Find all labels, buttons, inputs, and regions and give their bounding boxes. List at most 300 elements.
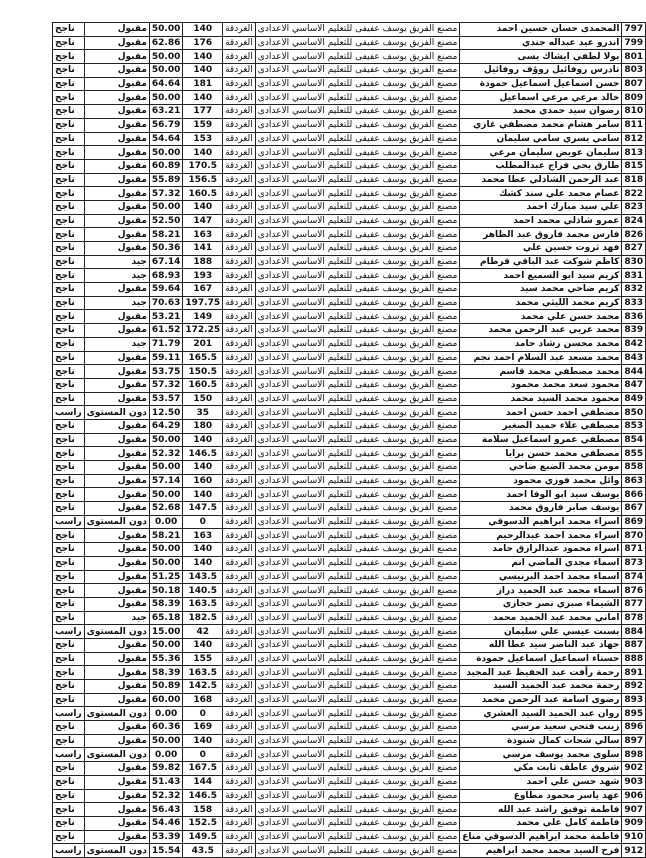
city-cell: الغردقة — [223, 666, 256, 680]
school-cell: مصنع الفريق يوسف عفيفى للتعليم الاساسي الاعدادى — [255, 406, 459, 420]
result-cell: ناجح — [53, 447, 85, 461]
total-mark-cell: 176 — [183, 36, 223, 50]
city-cell: الغردقة — [223, 597, 256, 611]
grade-cell: دون المستوى — [84, 748, 149, 762]
result-cell: ناجح — [53, 214, 85, 228]
city-cell: الغردقة — [223, 502, 256, 516]
city-cell: الغردقة — [223, 844, 256, 858]
table-row — [53, 543, 646, 557]
grade-cell: مقبول — [84, 597, 149, 611]
city-cell: الغردقة — [223, 214, 256, 228]
city-cell: الغردقة — [223, 283, 256, 297]
student-name-cell: فاطمة محمد ابراهيم الدسوقي مناع — [460, 830, 622, 844]
city-cell: الغردقة — [223, 570, 256, 584]
percentage-cell: 67.14 — [149, 255, 182, 269]
grade-cell: مقبول — [84, 378, 149, 392]
result-cell: ناجح — [53, 23, 85, 37]
student-name-cell: سامي يسري سامي سليمان — [460, 132, 622, 146]
grade-cell: مقبول — [84, 666, 149, 680]
city-cell: الغردقة — [223, 269, 256, 283]
school-cell: مصنع الفريق يوسف عفيفى للتعليم الاساسي الاعدادى — [255, 474, 459, 488]
table-row — [53, 378, 646, 392]
seat-number-cell: 873 — [622, 556, 646, 570]
percentage-cell: 50.00 — [149, 488, 182, 502]
city-cell: الغردقة — [223, 652, 256, 666]
school-cell: مصنع الفريق يوسف عفيفى للتعليم الاساسي الاعدادى — [255, 324, 459, 338]
school-cell: مصنع الفريق يوسف عفيفى للتعليم الاساسي الاعدادى — [255, 50, 459, 64]
table-row — [53, 447, 646, 461]
grade-cell: مقبول — [84, 365, 149, 379]
total-mark-cell: 167.5 — [183, 762, 223, 776]
table-row — [53, 680, 646, 694]
table-row — [53, 762, 646, 776]
student-name-cell: مصطفي محمد حسن برايا — [460, 447, 622, 461]
table-row — [53, 132, 646, 146]
student-name-cell: محمود محمد السيد محمد — [460, 392, 622, 406]
result-cell: ناجح — [53, 816, 85, 830]
result-cell: ناجح — [53, 433, 85, 447]
school-cell: مصنع الفريق يوسف عفيفى للتعليم الاساسي الاعدادى — [255, 816, 459, 830]
total-mark-cell: 163 — [183, 228, 223, 242]
result-cell: ناجح — [53, 488, 85, 502]
total-mark-cell: 168 — [183, 693, 223, 707]
student-name-cell: روان عبد الحميد السيد العشري — [460, 707, 622, 721]
percentage-cell: 0.00 — [149, 515, 182, 529]
city-cell: الغردقة — [223, 132, 256, 146]
total-mark-cell: 188 — [183, 255, 223, 269]
city-cell: الغردقة — [223, 680, 256, 694]
grade-cell: مقبول — [84, 214, 149, 228]
seat-number-cell: 801 — [622, 50, 646, 64]
student-name-cell: عهد ياسر محمود مطاوع — [460, 789, 622, 803]
percentage-cell: 60.36 — [149, 721, 182, 735]
student-name-cell: حسن اسماعيل اسماعيل حمودة — [460, 77, 622, 91]
percentage-cell: 12.50 — [149, 406, 182, 420]
percentage-cell: 58.21 — [149, 529, 182, 543]
city-cell: الغردقة — [223, 488, 256, 502]
seat-number-cell: 827 — [622, 242, 646, 256]
city-cell: الغردقة — [223, 50, 256, 64]
seat-number-cell: 863 — [622, 474, 646, 488]
result-cell: ناجح — [53, 269, 85, 283]
seat-number-cell: 878 — [622, 611, 646, 625]
result-cell: ناجح — [53, 132, 85, 146]
grade-cell: دون المستوى — [84, 515, 149, 529]
grade-cell: دون المستوى — [84, 406, 149, 420]
student-name-cell: عصام محمد علي سند كشك — [460, 187, 622, 201]
table-row — [53, 652, 646, 666]
student-name-cell: فرح السيد محمد محمد ابراهيم — [460, 844, 622, 858]
total-mark-cell: 149.5 — [183, 830, 223, 844]
seat-number-cell: 797 — [622, 23, 646, 37]
grade-cell: مقبول — [84, 64, 149, 78]
percentage-cell: 68.93 — [149, 269, 182, 283]
table-row — [53, 200, 646, 214]
city-cell: الغردقة — [223, 625, 256, 639]
result-cell: ناجح — [53, 337, 85, 351]
school-cell: مصنع الفريق يوسف عفيفى للتعليم الاساسي الاعدادى — [255, 707, 459, 721]
percentage-cell: 53.21 — [149, 310, 182, 324]
percentage-cell: 52.50 — [149, 214, 182, 228]
total-mark-cell: 181 — [183, 77, 223, 91]
result-cell: ناجح — [53, 680, 85, 694]
school-cell: مصنع الفريق يوسف عفيفى للتعليم الاساسي الاعدادى — [255, 721, 459, 735]
grade-cell: مقبول — [84, 762, 149, 776]
result-cell: ناجح — [53, 652, 85, 666]
city-cell: الغردقة — [223, 419, 256, 433]
percentage-cell: 53.75 — [149, 365, 182, 379]
table-row — [53, 474, 646, 488]
school-cell: مصنع الفريق يوسف عفيفى للتعليم الاساسي الاعدادى — [255, 64, 459, 78]
total-mark-cell: 201 — [183, 337, 223, 351]
result-cell: ناجح — [53, 200, 85, 214]
school-cell: مصنع الفريق يوسف عفيفى للتعليم الاساسي الاعدادى — [255, 296, 459, 310]
seat-number-cell: 866 — [622, 488, 646, 502]
total-mark-cell: 146.5 — [183, 789, 223, 803]
student-name-cell: عمرو شاذلي محمد احمد — [460, 214, 622, 228]
grade-cell: مقبول — [84, 680, 149, 694]
seat-number-cell: 831 — [622, 269, 646, 283]
city-cell: الغردقة — [223, 474, 256, 488]
student-name-cell: عبد الرحمن الشاذلي عطا محمد — [460, 173, 622, 187]
result-cell: ناجح — [53, 638, 85, 652]
result-cell: ناجح — [53, 803, 85, 817]
city-cell: الغردقة — [223, 228, 256, 242]
percentage-cell: 63.21 — [149, 105, 182, 119]
school-cell: مصنع الفريق يوسف عفيفى للتعليم الاساسي الاعدادى — [255, 625, 459, 639]
result-cell: ناجح — [53, 762, 85, 776]
seat-number-cell: 826 — [622, 228, 646, 242]
grade-cell: مقبول — [84, 584, 149, 598]
table-row — [53, 748, 646, 762]
city-cell: الغردقة — [223, 734, 256, 748]
student-name-cell: مصطفي عمرو اسماعيل سلامة — [460, 433, 622, 447]
school-cell: مصنع الفريق يوسف عفيفى للتعليم الاساسي الاعدادى — [255, 159, 459, 173]
seat-number-cell: 903 — [622, 775, 646, 789]
grade-cell: مقبول — [84, 556, 149, 570]
seat-number-cell: 807 — [622, 77, 646, 91]
total-mark-cell: 160.5 — [183, 187, 223, 201]
grade-cell: مقبول — [84, 118, 149, 132]
total-mark-cell: 147.5 — [183, 502, 223, 516]
table-row — [53, 666, 646, 680]
table-row — [53, 351, 646, 365]
city-cell: الغردقة — [223, 803, 256, 817]
student-name-cell: اسماء مجدي الماضي انم — [460, 556, 622, 570]
school-cell: مصنع الفريق يوسف عفيفى للتعليم الاساسي الاعدادى — [255, 242, 459, 256]
grade-cell: مقبول — [84, 570, 149, 584]
city-cell: الغردقة — [223, 296, 256, 310]
student-name-cell: رضوان سيد حمدي محمد — [460, 105, 622, 119]
result-cell: ناجح — [53, 419, 85, 433]
result-cell: ناجح — [53, 597, 85, 611]
student-name-cell: سامر هشام محمد مصطفي غازي — [460, 118, 622, 132]
total-mark-cell: 146.5 — [183, 447, 223, 461]
total-mark-cell: 144 — [183, 775, 223, 789]
total-mark-cell: 156.5 — [183, 173, 223, 187]
city-cell: الغردقة — [223, 36, 256, 50]
school-cell: مصنع الفريق يوسف عفيفى للتعليم الاساسي الاعدادى — [255, 419, 459, 433]
seat-number-cell: 871 — [622, 543, 646, 557]
seat-number-cell: 810 — [622, 105, 646, 119]
percentage-cell: 50.00 — [149, 556, 182, 570]
grade-cell: مقبول — [84, 789, 149, 803]
grade-cell: مقبول — [84, 36, 149, 50]
table-row — [53, 187, 646, 201]
city-cell: الغردقة — [223, 200, 256, 214]
student-name-cell: اسراء محمد ابراهيم الدسوقي — [460, 515, 622, 529]
student-name-cell: فهد ثروت حسين علي — [460, 242, 622, 256]
city-cell: الغردقة — [223, 242, 256, 256]
percentage-cell: 60.00 — [149, 693, 182, 707]
grade-cell: مقبول — [84, 775, 149, 789]
total-mark-cell: 0 — [183, 707, 223, 721]
total-mark-cell: 180 — [183, 419, 223, 433]
percentage-cell: 50.18 — [149, 584, 182, 598]
table-row — [53, 570, 646, 584]
seat-number-cell: 858 — [622, 461, 646, 475]
percentage-cell: 54.64 — [149, 132, 182, 146]
total-mark-cell: 0 — [183, 748, 223, 762]
seat-number-cell: 897 — [622, 734, 646, 748]
student-name-cell: فاطمة توفيق راشد عبد الله — [460, 803, 622, 817]
percentage-cell: 64.64 — [149, 77, 182, 91]
grade-cell: مقبول — [84, 816, 149, 830]
school-cell: مصنع الفريق يوسف عفيفى للتعليم الاساسي الاعدادى — [255, 283, 459, 297]
result-cell: ناجح — [53, 556, 85, 570]
city-cell: الغردقة — [223, 461, 256, 475]
seat-number-cell: 822 — [622, 187, 646, 201]
city-cell: الغردقة — [223, 529, 256, 543]
student-name-cell: وائل محمد فوزي محمود — [460, 474, 622, 488]
seat-number-cell: 893 — [622, 693, 646, 707]
city-cell: الغردقة — [223, 23, 256, 37]
result-cell: ناجح — [53, 365, 85, 379]
total-mark-cell: 160.5 — [183, 378, 223, 392]
city-cell: الغردقة — [223, 324, 256, 338]
total-mark-cell: 149 — [183, 310, 223, 324]
student-name-cell: سالي شحات كمال شنودة — [460, 734, 622, 748]
school-cell: مصنع الفريق يوسف عفيفى للتعليم الاساسي الاعدادى — [255, 187, 459, 201]
result-cell: ناجح — [53, 283, 85, 297]
city-cell: الغردقة — [223, 748, 256, 762]
total-mark-cell: 152.5 — [183, 816, 223, 830]
total-mark-cell: 140 — [183, 734, 223, 748]
total-mark-cell: 150.5 — [183, 365, 223, 379]
percentage-cell: 50.89 — [149, 680, 182, 694]
school-cell: مصنع الفريق يوسف عفيفى للتعليم الاساسي الاعدادى — [255, 515, 459, 529]
school-cell: مصنع الفريق يوسف عفيفى للتعليم الاساسي الاعدادى — [255, 748, 459, 762]
result-cell: ناجح — [53, 474, 85, 488]
school-cell: مصنع الفريق يوسف عفيفى للتعليم الاساسي الاعدادى — [255, 775, 459, 789]
percentage-cell: 58.39 — [149, 597, 182, 611]
student-name-cell: كاظم شوكت عبد الباقي قرطام — [460, 255, 622, 269]
total-mark-cell: 0 — [183, 515, 223, 529]
city-cell: الغردقة — [223, 693, 256, 707]
result-cell: ناجح — [53, 105, 85, 119]
table-row — [53, 584, 646, 598]
grade-cell: مقبول — [84, 159, 149, 173]
grade-cell: مقبول — [84, 447, 149, 461]
table-row — [53, 419, 646, 433]
school-cell: مصنع الفريق يوسف عفيفى للتعليم الاساسي الاعدادى — [255, 146, 459, 160]
grade-cell: مقبول — [84, 200, 149, 214]
table-row — [53, 324, 646, 338]
school-cell: مصنع الفريق يوسف عفيفى للتعليم الاساسي الاعدادى — [255, 666, 459, 680]
seat-number-cell: 823 — [622, 200, 646, 214]
grade-cell: دون المستوى — [84, 844, 149, 858]
result-cell: ناجح — [53, 310, 85, 324]
table-row — [53, 693, 646, 707]
seat-number-cell: 824 — [622, 214, 646, 228]
table-row — [53, 337, 646, 351]
school-cell: مصنع الفريق يوسف عفيفى للتعليم الاساسي الاعدادى — [255, 680, 459, 694]
seat-number-cell: 803 — [622, 64, 646, 78]
student-name-cell: بولا لطفي ايشاك يسى — [460, 50, 622, 64]
total-mark-cell: 140 — [183, 64, 223, 78]
total-mark-cell: 165.5 — [183, 351, 223, 365]
total-mark-cell: 140 — [183, 23, 223, 37]
student-name-cell: طارق يحي فراج عبدالمطلب — [460, 159, 622, 173]
student-name-cell: محمد عربي عبد الرحمن محمد — [460, 324, 622, 338]
city-cell: الغردقة — [223, 433, 256, 447]
percentage-cell: 52.32 — [149, 789, 182, 803]
school-cell: مصنع الفريق يوسف عفيفى للتعليم الاساسي الاعدادى — [255, 543, 459, 557]
city-cell: الغردقة — [223, 816, 256, 830]
city-cell: الغردقة — [223, 77, 256, 91]
student-name-cell: رحمة رأفت عبد الحفيظ عبد المجيد — [460, 666, 622, 680]
seat-number-cell: 842 — [622, 337, 646, 351]
school-cell: مصنع الفريق يوسف عفيفى للتعليم الاساسي الاعدادى — [255, 392, 459, 406]
table-row — [53, 173, 646, 187]
seat-number-cell: 854 — [622, 433, 646, 447]
table-row — [53, 529, 646, 543]
result-cell: ناجح — [53, 392, 85, 406]
city-cell: الغردقة — [223, 762, 256, 776]
percentage-cell: 59.82 — [149, 762, 182, 776]
table-row — [53, 159, 646, 173]
student-name-cell: مصطفي علاء حميد الصغير — [460, 419, 622, 433]
total-mark-cell: 140 — [183, 50, 223, 64]
school-cell: مصنع الفريق يوسف عفيفى للتعليم الاساسي الاعدادى — [255, 337, 459, 351]
percentage-cell: 50.00 — [149, 23, 182, 37]
seat-number-cell: 811 — [622, 118, 646, 132]
percentage-cell: 57.32 — [149, 187, 182, 201]
percentage-cell: 53.57 — [149, 392, 182, 406]
table-row — [53, 91, 646, 105]
school-cell: مصنع الفريق يوسف عفيفى للتعليم الاساسي الاعدادى — [255, 23, 459, 37]
seat-number-cell: 888 — [622, 652, 646, 666]
city-cell: الغردقة — [223, 707, 256, 721]
result-cell: ناجح — [53, 461, 85, 475]
grade-cell: مقبول — [84, 502, 149, 516]
table-row — [53, 255, 646, 269]
student-name-cell: فارس محمد فاروق عبد الظاهر — [460, 228, 622, 242]
total-mark-cell: 43.5 — [183, 844, 223, 858]
total-mark-cell: 163.5 — [183, 597, 223, 611]
city-cell: الغردقة — [223, 392, 256, 406]
city-cell: الغردقة — [223, 378, 256, 392]
percentage-cell: 57.32 — [149, 378, 182, 392]
total-mark-cell: 142.5 — [183, 680, 223, 694]
city-cell: الغردقة — [223, 406, 256, 420]
total-mark-cell: 147 — [183, 214, 223, 228]
table-row — [53, 36, 646, 50]
percentage-cell: 15.54 — [149, 844, 182, 858]
result-cell: ناجح — [53, 255, 85, 269]
percentage-cell: 64.29 — [149, 419, 182, 433]
total-mark-cell: 140 — [183, 461, 223, 475]
percentage-cell: 60.89 — [149, 159, 182, 173]
total-mark-cell: 170.5 — [183, 159, 223, 173]
seat-number-cell: 839 — [622, 324, 646, 338]
table-row — [53, 502, 646, 516]
city-cell: الغردقة — [223, 830, 256, 844]
grade-cell: مقبول — [84, 433, 149, 447]
total-mark-cell: 140.5 — [183, 584, 223, 598]
school-cell: مصنع الفريق يوسف عفيفى للتعليم الاساسي الاعدادى — [255, 502, 459, 516]
results-body — [53, 23, 646, 858]
result-cell: ناجح — [53, 118, 85, 132]
school-cell: مصنع الفريق يوسف عفيفى للتعليم الاساسي الاعدادى — [255, 584, 459, 598]
school-cell: مصنع الفريق يوسف عفيفى للتعليم الاساسي الاعدادى — [255, 36, 459, 50]
school-cell: مصنع الفريق يوسف عفيفى للتعليم الاساسي الاعدادى — [255, 803, 459, 817]
student-name-cell: رضوى اسامة عبد الرحمن محمد — [460, 693, 622, 707]
city-cell: الغردقة — [223, 187, 256, 201]
result-cell: راسب — [53, 406, 85, 420]
school-cell: مصنع الفريق يوسف عفيفى للتعليم الاساسي الاعدادى — [255, 652, 459, 666]
percentage-cell: 56.43 — [149, 803, 182, 817]
school-cell: مصنع الفريق يوسف عفيفى للتعليم الاساسي الاعدادى — [255, 77, 459, 91]
city-cell: الغردقة — [223, 556, 256, 570]
table-row — [53, 830, 646, 844]
student-name-cell: حسناء اسماعيل اسماعيل حمودة — [460, 652, 622, 666]
grade-cell: مقبول — [84, 23, 149, 37]
table-row — [53, 707, 646, 721]
seat-number-cell: 815 — [622, 159, 646, 173]
seat-number-cell: 870 — [622, 529, 646, 543]
table-row — [53, 638, 646, 652]
total-mark-cell: 172.25 — [183, 324, 223, 338]
table-row — [53, 77, 646, 91]
total-mark-cell: 193 — [183, 269, 223, 283]
school-cell: مصنع الفريق يوسف عفيفى للتعليم الاساسي الاعدادى — [255, 200, 459, 214]
total-mark-cell: 42 — [183, 625, 223, 639]
table-row — [53, 228, 646, 242]
table-row — [53, 64, 646, 78]
student-name-cell: رحمة محمد عبد الحميد السيد — [460, 680, 622, 694]
total-mark-cell: 167 — [183, 283, 223, 297]
percentage-cell: 57.14 — [149, 474, 182, 488]
percentage-cell: 51.25 — [149, 570, 182, 584]
school-cell: مصنع الفريق يوسف عفيفى للتعليم الاساسي الاعدادى — [255, 734, 459, 748]
percentage-cell: 50.00 — [149, 64, 182, 78]
student-name-cell: جهاد عبد الناصر سيد عطا الله — [460, 638, 622, 652]
result-cell: ناجح — [53, 789, 85, 803]
grade-cell: مقبول — [84, 693, 149, 707]
school-cell: مصنع الفريق يوسف عفيفى للتعليم الاساسي الاعدادى — [255, 556, 459, 570]
school-cell: مصنع الفريق يوسف عفيفى للتعليم الاساسي الاعدادى — [255, 597, 459, 611]
student-name-cell: محمد مصطفي محمد قاسم — [460, 365, 622, 379]
table-row — [53, 775, 646, 789]
total-mark-cell: 150 — [183, 392, 223, 406]
result-cell: ناجح — [53, 543, 85, 557]
result-cell: راسب — [53, 515, 85, 529]
percentage-cell: 55.89 — [149, 173, 182, 187]
percentage-cell: 50.00 — [149, 543, 182, 557]
student-name-cell: سليمان عويض سليمان مرعي — [460, 146, 622, 160]
student-name-cell: محمد مسعد عبد السلام احمد نجم — [460, 351, 622, 365]
